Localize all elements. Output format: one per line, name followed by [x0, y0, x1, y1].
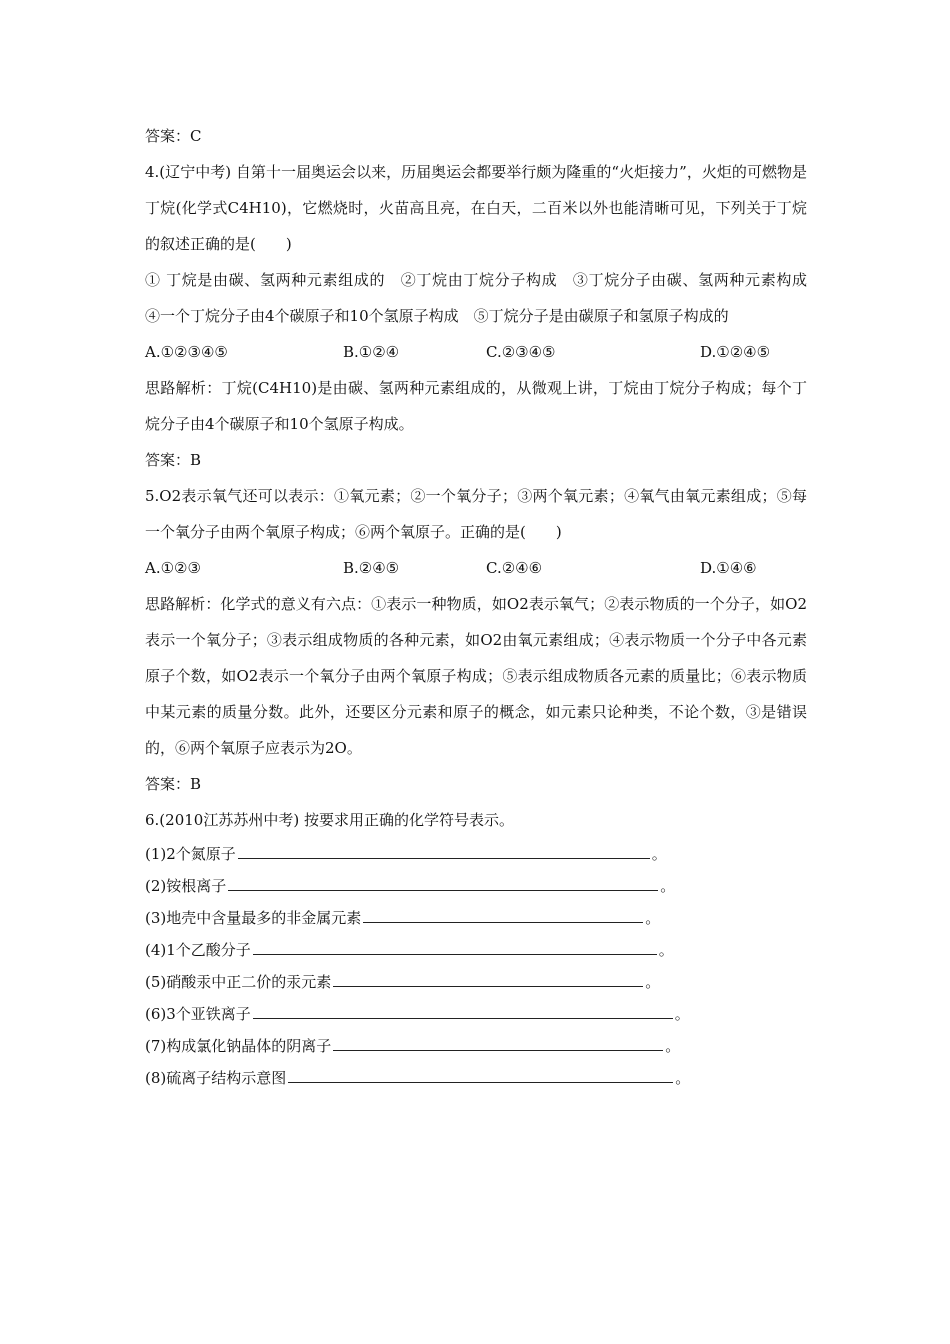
q6-end-mark: 。	[675, 1069, 691, 1087]
answer-q3: 答案：C	[145, 127, 202, 145]
q6-end-mark: 。	[651, 845, 667, 863]
document-page	[145, 118, 823, 1094]
q5-option-c[interactable]: C.②④⑥	[486, 559, 543, 577]
q5-option-d[interactable]: D.①④⑥	[700, 559, 757, 577]
q4-option-a[interactable]: A.①②③④⑤	[145, 343, 228, 361]
q5-options	[145, 550, 807, 586]
q6-item-label: (1)2个氮原子	[145, 845, 236, 863]
q4-option-c[interactable]: C.②③④⑤	[486, 343, 556, 361]
q4-stem: 4.(辽宁中考) 自第十一届奥运会以来，历届奥运会都要举行颇为隆重的“火炬接力”，火炬的可燃物是丁烷(化学式C4H10)，它燃烧时，火苗高且亮，在白天，二百米以外也能清晰可见，下列关于丁烷的叙述正确的是( )	[145, 163, 807, 253]
q6-end-mark: 。	[674, 1005, 690, 1023]
q6-item-label: (7)构成氯化钠晶体的阴离子	[145, 1037, 332, 1055]
q6-item-label: (2)铵根离子	[145, 877, 227, 895]
q6-stem: 6.(2010江苏苏州中考) 按要求用正确的化学符号表示。	[145, 811, 514, 829]
q4-analysis: 思路解析：丁烷(C4H10)是由碳、氢两种元素组成的，从微观上讲，丁烷由丁烷分子构成；每个丁烷分子由4个碳原子和10个氢原子构成。	[145, 379, 807, 433]
q6-item-label: (8)硫离子结构示意图	[145, 1069, 287, 1087]
q5-analysis: 思路解析：化学式的意义有六点：①表示一种物质，如O2表示氧气；②表示物质的一个分子，如O2表示一个氧分子；③表示组成物质的各种元素，如O2由氧元素组成；④表示物质一个分子中各元素原子个数，如O2表示一个氧分子由两个氧原子构成；⑤表示组成物质各元素的质量比；⑥表示物质中某元素的质量分数。此外，还要区分元素和原子的概念，如元素只论种类，不论个数，③是错误的，⑥两个氧原子应表示为2O。	[145, 595, 807, 757]
q6-blank-4[interactable]	[253, 940, 657, 955]
q6-end-mark: 。	[665, 1037, 681, 1055]
q6-item-1	[145, 838, 807, 870]
q6-end-mark: 。	[660, 877, 676, 895]
q6-item-6	[145, 998, 807, 1030]
q6-end-mark: 。	[645, 909, 661, 927]
q6-item-4	[145, 934, 807, 966]
q5-option-b[interactable]: B.②④⑤	[343, 559, 400, 577]
q6-item-2	[145, 870, 807, 902]
q6-blank-7[interactable]	[333, 1036, 663, 1051]
q6-item-7	[145, 1030, 807, 1062]
q6-blank-3[interactable]	[363, 908, 643, 923]
q4-option-d[interactable]: D.①②④⑤	[700, 343, 771, 361]
q5-stem: 5.O2表示氧气还可以表示：①氧元素；②一个氧分子；③两个氧元素；④氧气由氧元素组成；⑤每一个氧分子由两个氧原子构成；⑥两个氧原子。正确的是( )	[145, 487, 807, 541]
q5-option-a[interactable]: A.①②③	[145, 559, 201, 577]
q6-item-label: (3)地壳中含量最多的非金属元素	[145, 909, 362, 927]
q6-blank-5[interactable]	[333, 972, 643, 987]
q6-item-5	[145, 966, 807, 998]
q6-blank-1[interactable]	[238, 844, 650, 859]
q5-answer: 答案：B	[145, 775, 202, 793]
q6-item-3	[145, 902, 807, 934]
q4-statements: ① 丁烷是由碳、氢两种元素组成的 ②丁烷由丁烷分子构成 ③丁烷分子由碳、氢两种元素构成 ④一个丁烷分子由4个碳原子和10个氢原子构成 ⑤丁烷分子是由碳原子和氢原子构成的	[145, 271, 823, 325]
q6-end-mark: 。	[645, 973, 661, 991]
q6-item-label: (5)硝酸汞中正二价的汞元素	[145, 973, 332, 991]
q4-answer: 答案：B	[145, 451, 202, 469]
q6-blank-6[interactable]	[253, 1004, 673, 1019]
q6-blank-8[interactable]	[288, 1068, 673, 1083]
q4-options	[145, 334, 807, 370]
q4-option-b[interactable]: B.①②④	[343, 343, 400, 361]
q6-item-label: (4)1个乙酸分子	[145, 941, 251, 959]
q6-item-8	[145, 1062, 807, 1094]
q6-item-label: (6)3个亚铁离子	[145, 1005, 251, 1023]
q6-blank-2[interactable]	[228, 876, 658, 891]
q6-end-mark: 。	[658, 941, 674, 959]
